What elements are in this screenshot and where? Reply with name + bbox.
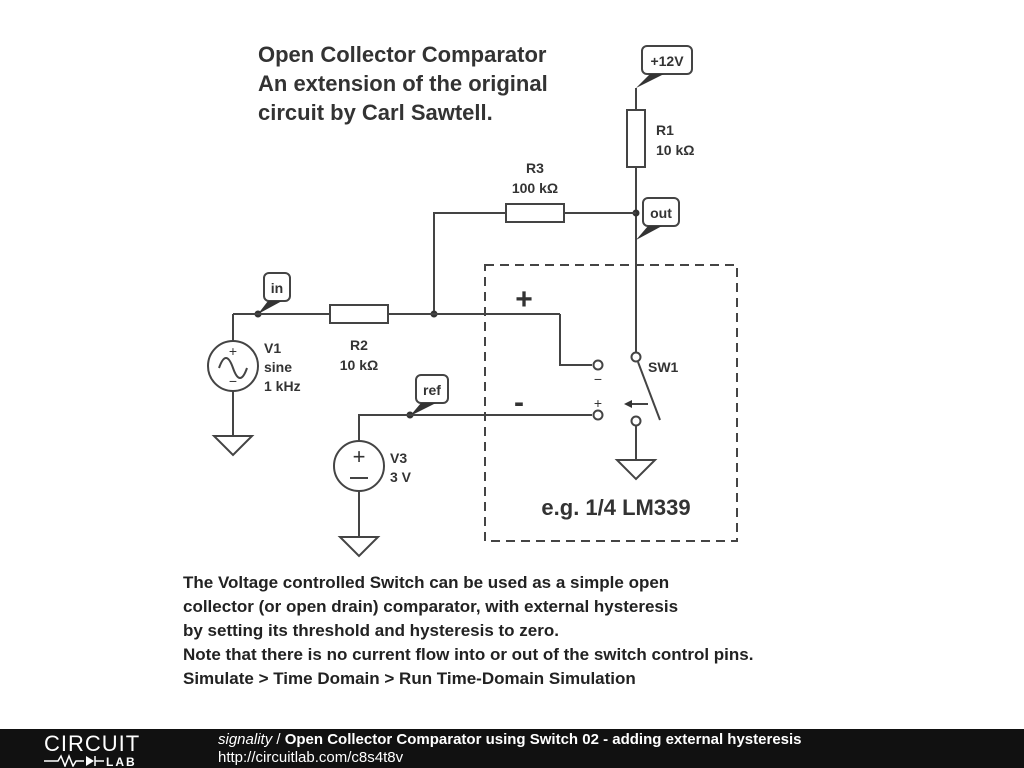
- description-line-5: Simulate > Time Domain > Run Time-Domain Simulation: [183, 669, 636, 688]
- sw1-name: SW1: [648, 359, 679, 375]
- description-line-2: collector (or open drain) comparator, with external hysteresis: [183, 597, 679, 616]
- in-net-flag[interactable]: [258, 273, 290, 314]
- r2-name: R2: [350, 337, 368, 353]
- v1-type: sine: [264, 359, 293, 375]
- v1-name: V1: [264, 340, 282, 356]
- title-line-1: Open Collector Comparator: [258, 42, 547, 67]
- footer-author[interactable]: signality: [218, 731, 273, 748]
- out-net-label: out: [650, 205, 672, 221]
- wire-ref: [359, 415, 592, 441]
- ground-sw1-icon: [617, 460, 655, 479]
- title-line-3: circuit by Carl Sawtell.: [258, 100, 493, 125]
- switch-pin-minus-label: −: [593, 371, 603, 387]
- description-line-3: by setting its threshold and hysteresis to zero.: [183, 621, 559, 640]
- r2-value: 10 kΩ: [339, 357, 379, 373]
- svg-text:−: −: [228, 373, 238, 389]
- v3-value: 3 V: [390, 469, 412, 485]
- ground-v1-icon: [214, 436, 252, 455]
- title-line-2: An extension of the original: [258, 71, 548, 96]
- out-net-flag[interactable]: [636, 198, 679, 240]
- circuitlab-logo[interactable]: [44, 731, 174, 767]
- switch-control-plus-pin[interactable]: [594, 411, 603, 420]
- logo-text-top: CIRCUIT: [44, 731, 141, 756]
- v1-sine-source[interactable]: [208, 341, 258, 391]
- plus-input-sign: +: [515, 283, 533, 316]
- v3-dc-source[interactable]: [334, 441, 384, 491]
- ground-v3-icon: [340, 537, 378, 556]
- supply-net-label: +12V: [650, 53, 684, 69]
- footer-bar: [0, 729, 1024, 768]
- supply-net-flag[interactable]: [636, 46, 692, 88]
- r1-resistor[interactable]: [627, 110, 645, 167]
- description-line-4: Note that there is no current flow into or out of the switch control pins.: [183, 645, 754, 664]
- logo-text-bottom: LAB: [106, 755, 137, 767]
- footer-separator: /: [272, 731, 285, 748]
- r3-resistor[interactable]: [506, 204, 564, 222]
- logo-diode-icon: [86, 756, 94, 766]
- r1-name: R1: [656, 122, 674, 138]
- v3-name: V3: [390, 450, 408, 466]
- wire-r3-feedback: [434, 213, 506, 314]
- minus-input-sign: -: [514, 386, 524, 419]
- wire-to-switch-minus: [560, 314, 592, 365]
- ref-net-flag[interactable]: [410, 375, 448, 416]
- comparator-caption: e.g. 1/4 LM339: [541, 495, 691, 520]
- description: [183, 571, 983, 691]
- r2-resistor[interactable]: [330, 305, 388, 323]
- svg-text:+: +: [352, 444, 366, 469]
- footer-url[interactable]: http://circuitlab.com/c8s4t8v: [218, 749, 404, 766]
- svg-text:+: +: [228, 343, 238, 359]
- footer-circuit-title[interactable]: Open Collector Comparator using Switch 02 - adding external hysteresis: [284, 731, 802, 748]
- r1-value: 10 kΩ: [656, 142, 695, 158]
- switch-pin-plus-label: +: [593, 395, 603, 411]
- r3-name: R3: [526, 160, 544, 176]
- r3-value: 100 kΩ: [511, 180, 559, 196]
- in-net-label: in: [270, 280, 284, 296]
- footer-title-line: [218, 731, 802, 748]
- switch-control-minus-pin[interactable]: [594, 361, 603, 370]
- v1-frequency: 1 kHz: [264, 378, 301, 394]
- logo-resistor-icon: [44, 756, 84, 766]
- description-line-1: The Voltage controlled Switch can be used as a simple open: [183, 573, 670, 592]
- ref-net-label: ref: [423, 382, 441, 398]
